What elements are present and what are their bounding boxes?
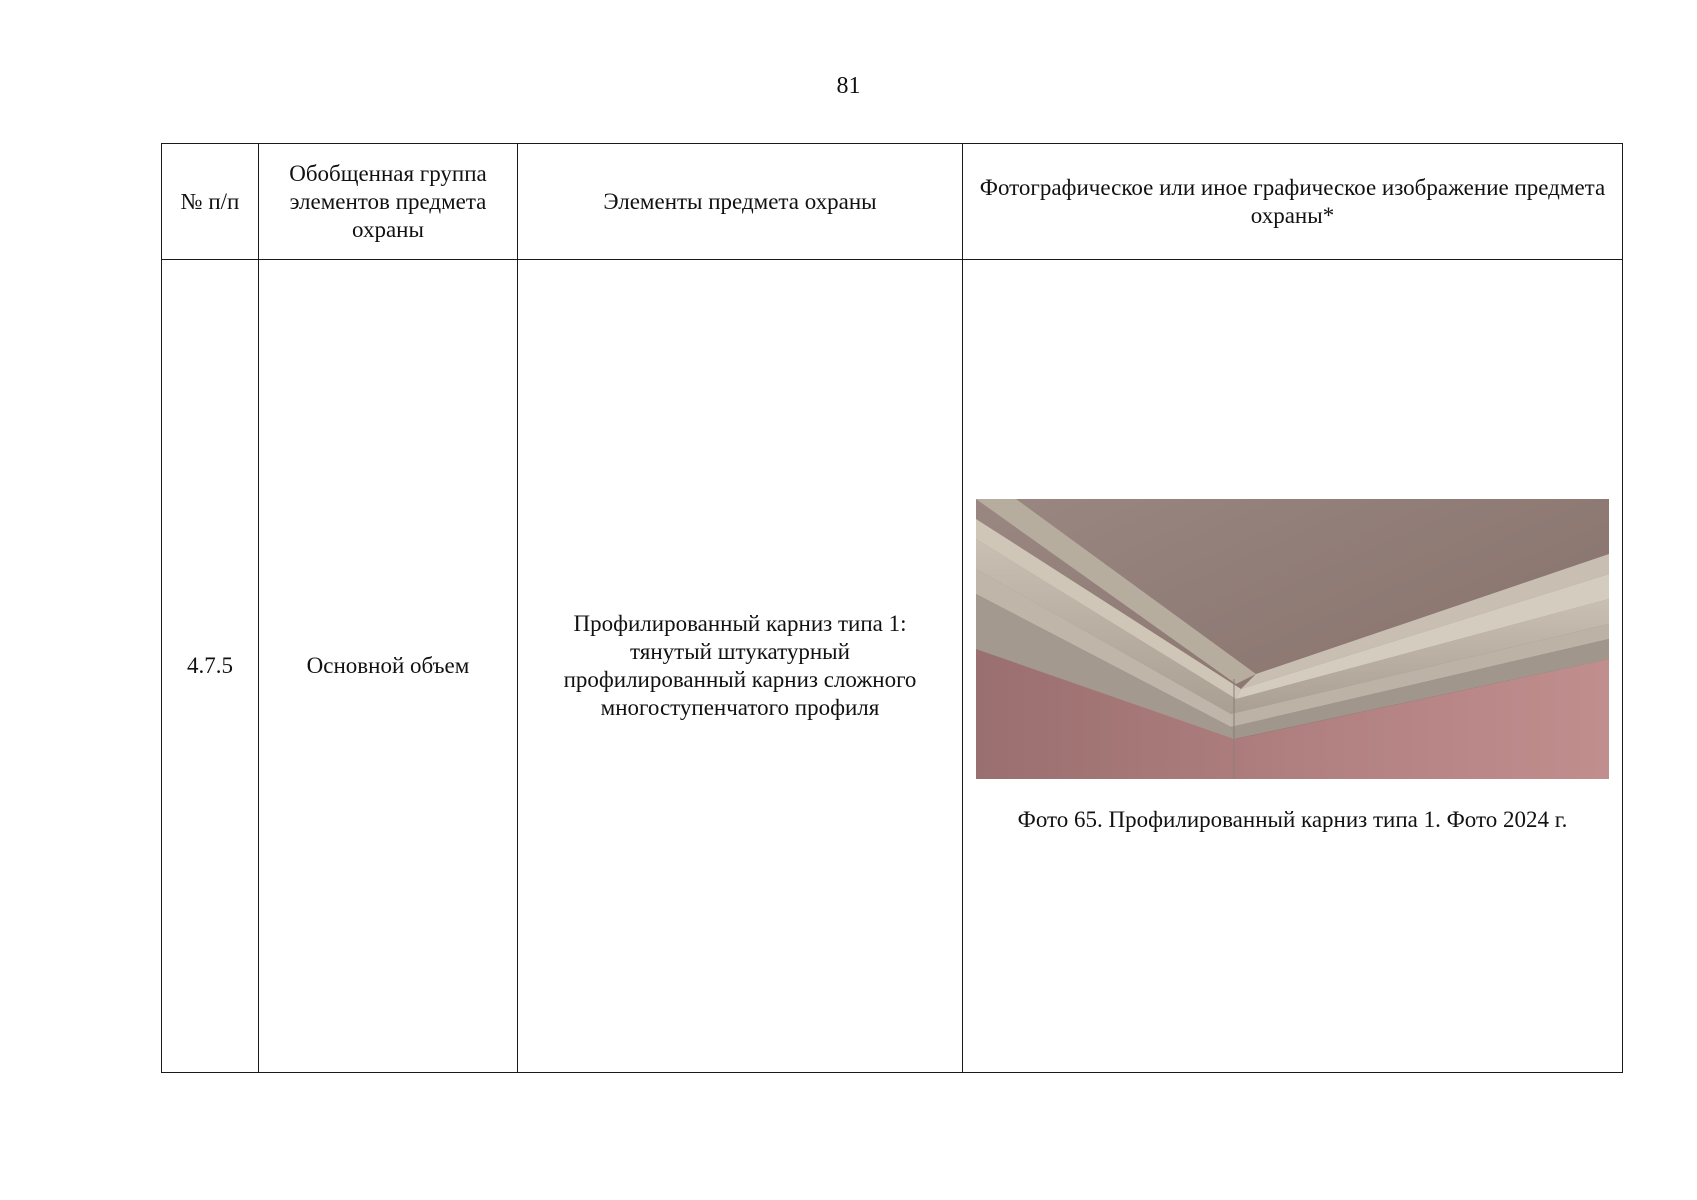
table-header-row — [162, 144, 1623, 260]
protection-subject-table — [161, 143, 1623, 1073]
header-elements: Элементы предмета охраны — [518, 144, 963, 260]
header-num: № п/п — [162, 144, 259, 260]
header-group: Обобщенная группа элементов предмета охраны — [259, 144, 518, 260]
row-group-cell: Основной объем — [259, 260, 518, 1073]
header-photo: Фотографическое или иное графическое изображение предмета охраны* — [963, 144, 1623, 260]
cornice-photo — [976, 499, 1609, 779]
table-row — [162, 260, 1623, 1073]
page-number: 81 — [836, 73, 861, 99]
row-elements-cell — [518, 260, 963, 1073]
row-num-cell: 4.7.5 — [162, 260, 259, 1073]
row-elements-text: Профилированный карниз типа 1: тянутый штукатурный профилированный карниз сложного многоступенчатого профиля — [563, 611, 917, 720]
photo-caption: Фото 65. Профилированный карниз типа 1. Фото 2024 г. — [1017, 806, 1568, 832]
row-photo-cell — [963, 260, 1623, 1073]
photo-figure — [976, 499, 1609, 834]
